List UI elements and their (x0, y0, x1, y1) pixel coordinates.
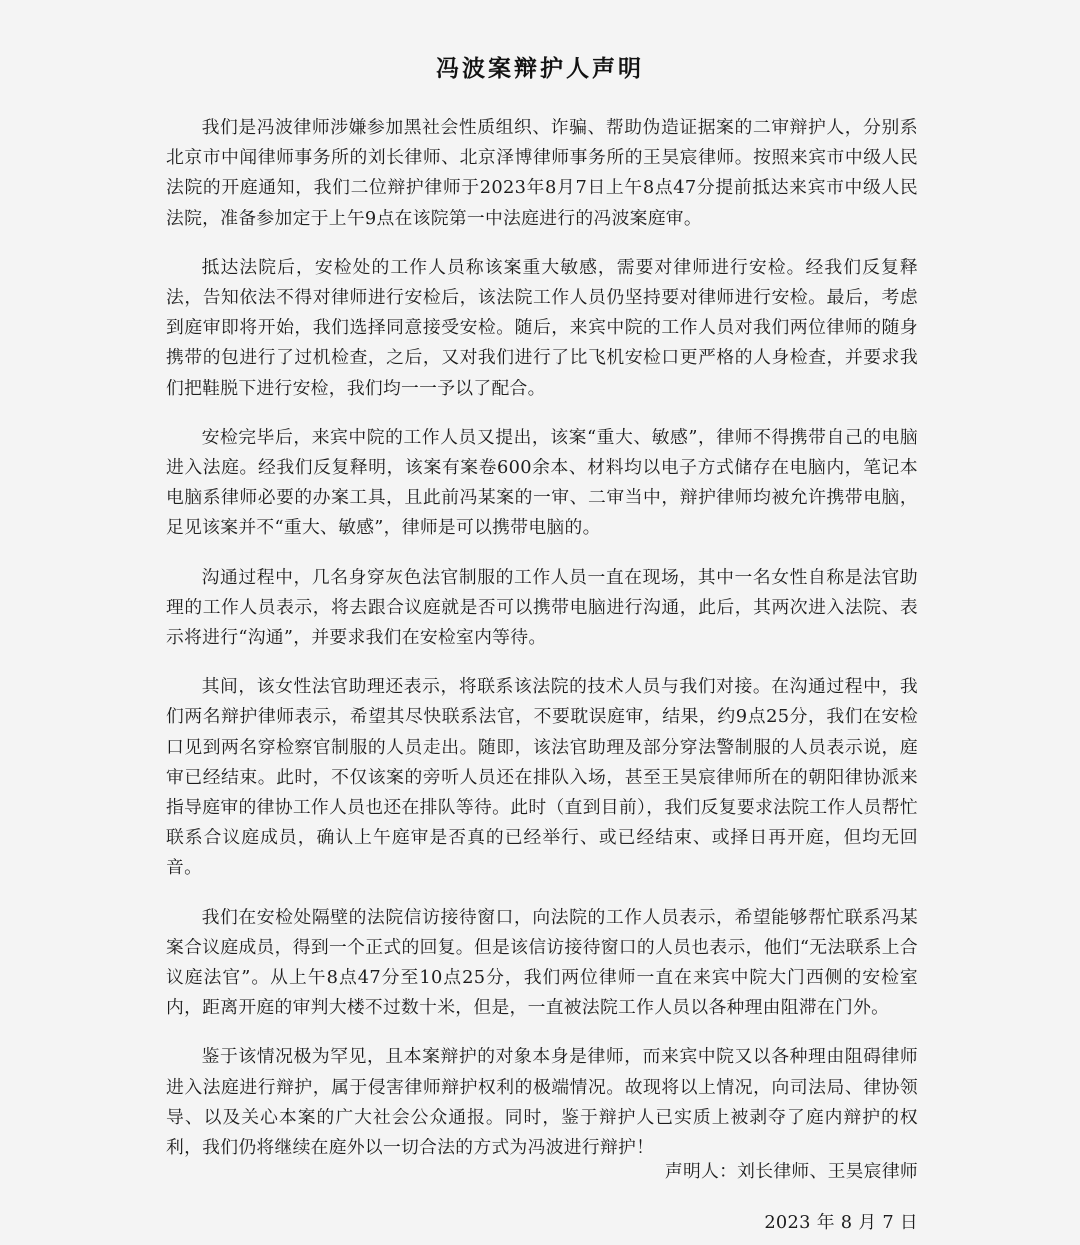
paragraph-6: 我们在安检处隔壁的法院信访接待窗口，向法院的工作人员表示，希望能够帮忙联系冯某案合议庭成员，得到一个正式的回复。但是该信访接待窗口的人员也表示，他们“无法联系上合议庭法官”。从上午8点47分至10点25分，我们两位律师一直在来宾中院大门西侧的安检室内，距离开庭的审判大楼不过数十米，但是，一直被法院工作人员以各种理由阻滞在门外。 (166, 906, 918, 1019)
date-line: 2023 年 8 月 7 日 (764, 1212, 918, 1233)
document-title: 冯波案辩护人声明 (436, 56, 644, 82)
paragraph-7: 鉴于该情况极为罕见，且本案辩护的对象本身是律师，而来宾中院又以各种理由阻碍律师进入法庭进行辩护，属于侵害律师辩护权利的极端情况。故现将以上情况，向司法局、律协领导、以及关心本案的广大社会公众通报。同时，鉴于辩护人已实质上被剥夺了庭内辩护的权利，我们仍将继续在庭外以一切合法的方式为冯波进行辩护！ (166, 1046, 918, 1159)
signature-line: 声明人：刘长律师、王昊宸律师 (664, 1161, 918, 1182)
paragraph-2: 抵达法院后，安检处的工作人员称该案重大敏感，需要对律师进行安检。经我们反复释法，告知依法不得对律师进行安检后，该法院工作人员仍坚持要对律师进行安检。最后，考虑到庭审即将开始，我们选择同意接受安检。随后，来宾中院的工作人员对我们两位律师的随身携带的包进行了过机检查，之后，又对我们进行了比飞机安检口更严格的人身检查，并要求我们把鞋脱下进行安检，我们均一一予以了配合。 (166, 256, 918, 399)
paragraph-1: 我们是冯波律师涉嫌参加黑社会性质组织、诈骗、帮助伪造证据案的二审辩护人，分别系北京市中闻律师事务所的刘长律师、北京泽博律师事务所的王昊宸律师。按照来宾市中级人民法院的开庭通知，我们二位辩护律师于2023年8月7日上午8点47分提前抵达来宾市中级人民法院，准备参加定于上午9点在该院第一中法庭进行的冯波案庭审。 (166, 117, 918, 229)
document-body (166, 113, 918, 1182)
paragraph-4: 沟通过程中，几名身穿灰色法官制服的工作人员一直在现场，其中一名女性自称是法官助理的工作人员表示，将去跟合议庭就是否可以携带电脑进行沟通，此后，其两次进入法院、表示将进行“沟通”，并要求我们在安检室内等待。 (166, 566, 918, 649)
paragraph-5: 其间，该女性法官助理还表示，将联系该法院的技术人员与我们对接。在沟通过程中，我们两名辩护律师表示，希望其尽快联系法官，不要耽误庭审，结果，约9点25分，我们在安检口见到两名穿检察官制服的人员走出。随即，该法官助理及部分穿法警制服的人员表示说，庭审已经结束。此时，不仅该案的旁听人员还在排队入场，甚至王昊宸律师所在的朝阳律协派来指导庭审的律协工作人员也还在排队等待。此时（直到目前），我们反复要求法院工作人员帮忙联系合议庭成员，确认上午庭审是否真的已经举行、或已经结束、或择日再开庭，但均无回音。 (166, 676, 918, 879)
paragraph-3: 安检完毕后，来宾中院的工作人员又提出，该案“重大、敏感”，律师不得携带自己的电脑进入法庭。经我们反复释明，该案有案卷600余本、材料均以电子方式储存在电脑内，笔记本电脑系律师必要的办案工具，且此前冯某案的一审、二审当中，辩护律师均被允许携带电脑，足见该案并不“重大、敏感”，律师是可以携带电脑的。 (166, 426, 918, 539)
